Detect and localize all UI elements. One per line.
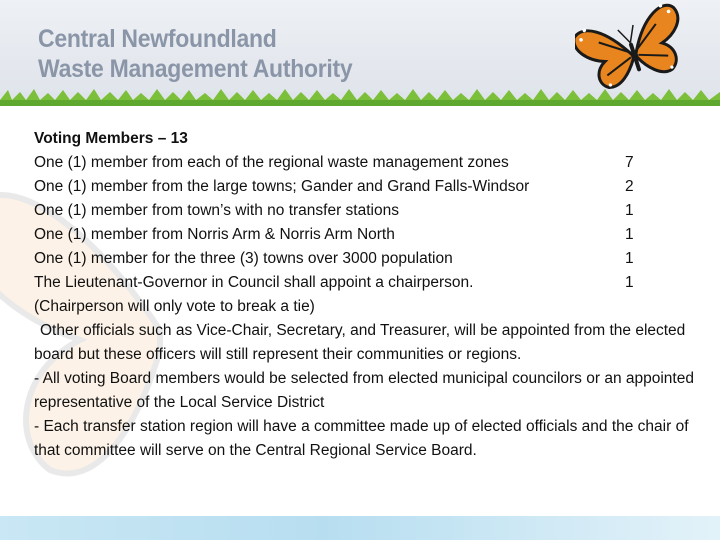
chair-note: (Chairperson will only vote to break a tie) bbox=[34, 298, 315, 315]
member-row bbox=[34, 199, 694, 223]
title-line-2: Waste Management Authority bbox=[38, 55, 353, 83]
member-label: One (1) member for the three (3) towns over 3000 population bbox=[34, 250, 453, 267]
member-label: The Lieutenant-Governor in Council shall appoint a chairperson. bbox=[34, 274, 474, 291]
member-row bbox=[34, 223, 694, 247]
member-row bbox=[34, 151, 694, 175]
officials-paragraph: Other officials such as Vice-Chair, Secretary, and Treasurer, will be appointed from the elected board but these officers will still represent their communities or regions. bbox=[34, 322, 686, 363]
content-area bbox=[34, 127, 694, 463]
footer-band bbox=[0, 516, 720, 540]
board-members-paragraph: - All voting Board members would be selected from elected municipal councilors or an appointed representative of the Local Service District bbox=[34, 370, 694, 411]
title-line-1: Central Newfoundland bbox=[38, 25, 277, 53]
transfer-station-paragraph: - Each transfer station region will have a committee made up of elected officials and the chair of that committee will serve on the Central Regional Service Board. bbox=[34, 418, 689, 459]
member-label: One (1) member from each of the regional waste management zones bbox=[34, 154, 509, 171]
member-row bbox=[34, 271, 694, 295]
member-count: 7 bbox=[625, 154, 634, 171]
organization-title bbox=[38, 24, 352, 84]
member-label: One (1) member from the large towns; Gander and Grand Falls-Windsor bbox=[34, 178, 530, 195]
member-row bbox=[34, 175, 694, 199]
voting-members-heading: Voting Members – 13 bbox=[34, 130, 188, 147]
member-count: 1 bbox=[625, 250, 634, 267]
butterfly-icon bbox=[575, 2, 695, 112]
member-count: 1 bbox=[625, 226, 634, 243]
member-count: 2 bbox=[625, 178, 634, 195]
member-row bbox=[34, 247, 694, 271]
member-label: One (1) member from Norris Arm & Norris Arm North bbox=[34, 226, 395, 243]
member-count: 1 bbox=[625, 274, 634, 291]
member-label: One (1) member from town’s with no transfer stations bbox=[34, 202, 399, 219]
member-count: 1 bbox=[625, 202, 634, 219]
